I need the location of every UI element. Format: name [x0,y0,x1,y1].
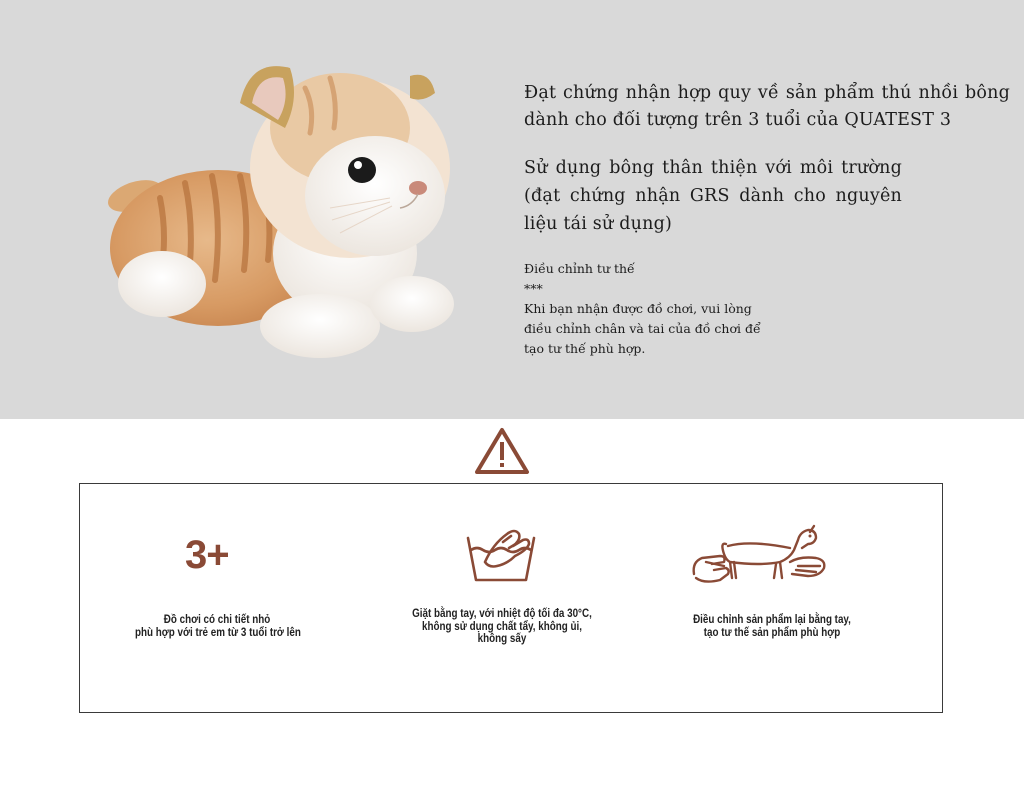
wash-notice [405,607,599,645]
age-notice-line: Đồ chơi có chi tiết nhỏ [163,612,271,626]
wash-notice-line: Giặt bằng tay, với nhiệt độ tối đa 30°C, [412,606,592,620]
warning-triangle-icon [474,426,530,476]
pose-line: tạo tư thế phù hợp. [524,341,646,356]
hand-wash-icon [463,520,539,584]
age-notice-line: phù hợp với trẻ em từ 3 tuổi trở lên [135,624,301,639]
care-notice-box [79,483,943,713]
pose-line: Khi bạn nhận được đồ chơi, vui lòng [524,301,752,316]
wash-notice-line: không sấy [477,631,527,645]
adjust-notice [682,613,862,638]
pose-separator: *** [524,281,543,296]
age-3plus-label: 3+ [185,533,229,577]
certification-text: Đạt chứng nhận hợp quy về sản phẩm thú nhồi bông dành cho đối tượng trên 3 tuổi của QUATEST 3 [524,83,1010,130]
pose-instructions [524,259,774,359]
product-image [100,48,460,373]
age-notice [135,613,299,638]
adjust-notice-line: tạo tư thế sản phẩm phù hợp [703,624,841,639]
pose-title: Điều chỉnh tư thế [524,261,635,276]
wash-notice-line: không sử dụng chất tẩy, không ủi, [421,618,583,633]
pose-line: điều chỉnh chân và tai của đồ chơi để [524,321,761,336]
eco-cotton-text: Sử dụng bông thân thiện với môi trường (đạt chứng nhận GRS dành cho nguyên liệu tái sử dụng) [524,158,902,234]
hands-adjust-dog-icon [690,522,830,586]
adjust-notice-line: Điều chỉnh sản phẩm lại bằng tay, [693,612,851,626]
